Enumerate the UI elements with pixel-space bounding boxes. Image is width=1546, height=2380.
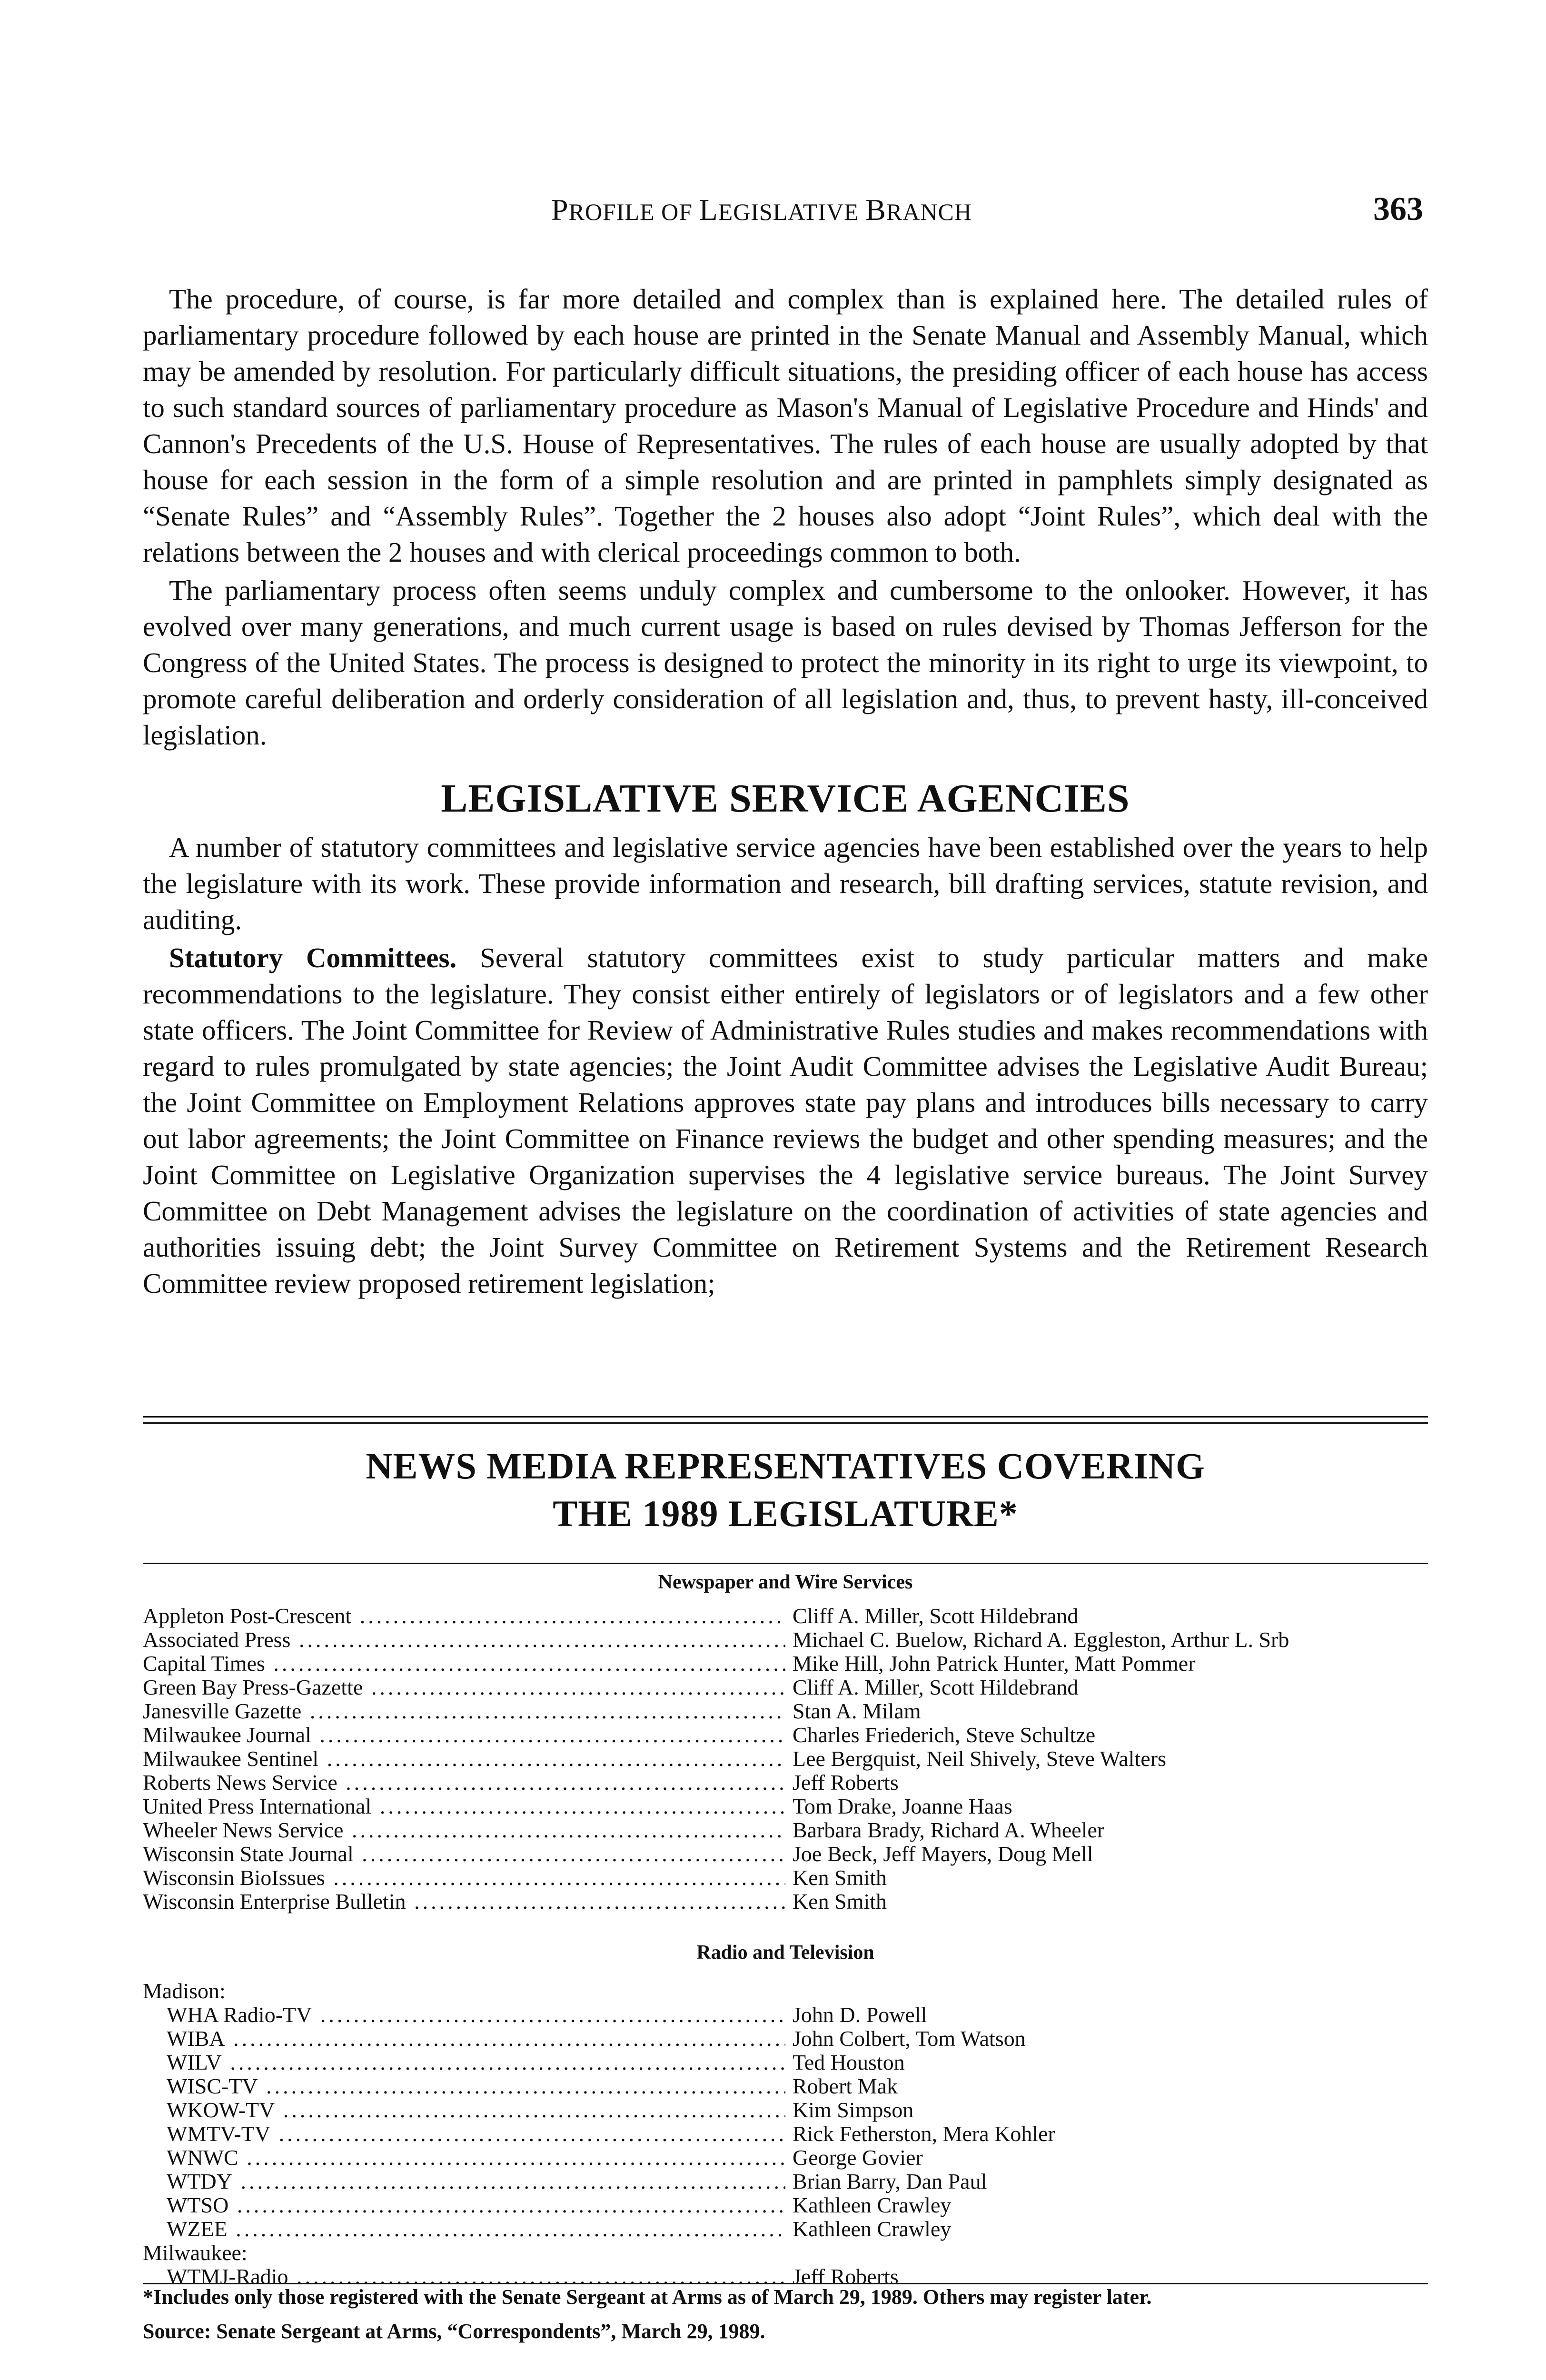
running-head-word: ROFILE OF [568,198,699,225]
reporter-names: Robert Mak [793,2074,898,2098]
listing-row [143,1795,1428,1818]
outlet-name: Janesville Gazette ..... [143,1699,785,1723]
listing-row [143,1747,1428,1771]
reporter-names: Stan A. Milam [793,1699,921,1723]
listing-row [143,1676,1428,1699]
listing-row [143,2217,1428,2241]
listing-row [143,2051,1428,2074]
reporter-names: Jeff Roberts [793,1770,899,1795]
table-top-rule [143,1563,1428,1564]
newspaper-list [143,1604,1428,1914]
reporter-names: Cliff A. Miller, Scott Hildebrand [793,1604,1079,1628]
listing-row [143,1866,1428,1890]
outlet-name: WILV ..... [167,2051,785,2074]
running-head-initial: B [865,193,886,227]
outlet-name: Wisconsin State Journal ..... [143,1842,785,1866]
table-bottom-rule [143,2283,1428,2284]
reporter-names: Brian Barry, Dan Paul [793,2169,987,2193]
section-heading: LEGISLATIVE SERVICE AGENCIES [441,776,1130,821]
reporter-names: Kathleen Crawley [793,2217,951,2241]
listing-row [143,1890,1428,1914]
reporter-names: Rick Fetherston, Mera Kohler [793,2122,1055,2146]
outlet-name: Capital Times ..... [143,1652,785,1676]
outlet-name: Milwaukee Sentinel ..... [143,1747,785,1771]
outlet-name: Wisconsin Enterprise Bulletin ..... [143,1890,785,1914]
reporter-names: John Colbert, Tom Watson [793,2026,1026,2051]
newspaper-heading: Newspaper and Wire Services [658,1571,913,1593]
reporter-names: Michael C. Buelow, Richard A. Eggleston, Arthur L. Srb [793,1627,1289,1652]
listing-row [143,1604,1428,1628]
body-text [143,281,1428,1301]
outlet-name: WISC-TV ..... [167,2074,785,2098]
outlet-name: WIBA ..... [167,2027,785,2051]
paragraph-agencies: A number of statutory committees and legislative service agencies have been established over the years to help the legislature with its work. These provide information and research, bill drafting services, statute revision, and auditing. [143,832,1428,935]
reporter-names: Jeff Roberts [793,2264,899,2289]
listing-row [143,2027,1428,2051]
city-group-label: Milwaukee: [143,2241,248,2265]
paragraph-statutory-committees [143,940,1428,1301]
paragraph-statutory-text: Several statutory committees exist to study particular matters and make recommendations to the legislature. They consist either entirely of legislators or of legislators and a few other state officers. The Joint Committee for Review of Administrative Rules studies and makes recommendations with regard to rules promulgated by state agencies; the Joint Audit Committee advises the Legislative Audit Bureau; the Joint Committee on Employment Relations approves state pay plans and introduces bills necessary to carry out labor agreements; the Joint Committee on Finance reviews the budget and other spending measures; and the Joint Committee on Legislative Organization supervises the 4 legislative service bureaus. The Joint Survey Committee on Debt Management advises the legislature on the coordination of activities of state agencies and authorities issuing debt; the Joint Survey Committee on Retirement Systems and the Retirement Research Committee review proposed retirement legislation; [143,942,1428,1299]
listing-row [143,2193,1428,2217]
listing-row [143,1723,1428,1747]
outlet-name: WNWC ..... [167,2146,785,2170]
listing-row [143,2122,1428,2146]
listing-row [143,1628,1428,1652]
outlet-name: WKOW-TV ..... [167,2098,785,2122]
reporter-names: Joe Beck, Jeff Mayers, Doug Mell [793,1842,1093,1866]
reporter-names: Ken Smith [793,1865,887,1890]
double-rule-divider [143,1416,1428,1424]
running-head-initial: L [699,193,718,227]
radio-list [143,1979,1428,2289]
outlet-name: WZEE ..... [167,2217,785,2241]
reporter-names: George Govier [793,2145,923,2170]
media-section-title [143,1442,1428,1537]
listing-row [143,1842,1428,1866]
outlet-name: Wisconsin BioIssues ..... [143,1866,785,1890]
media-title-line: THE 1989 LEGISLATURE* [553,1493,1018,1534]
outlet-name: Milwaukee Journal ..... [143,1723,785,1747]
outlet-name: Associated Press ..... [143,1628,785,1652]
reporter-names: Mike Hill, John Patrick Hunter, Matt Pommer [793,1651,1196,1676]
paragraph-lead: Statutory Committees. [169,942,457,973]
source-note: Source: Senate Sergeant at Arms, “Correspondents”, March 29, 1989. [143,2320,765,2343]
running-head-word: EGISLATIVE [718,198,866,225]
outlet-name: WTDY ..... [167,2170,785,2193]
outlet-name: Appleton Post-Crescent ..... [143,1604,785,1628]
reporter-names: John D. Powell [793,2003,927,2027]
reporter-names: Barbara Brady, Richard A. Wheeler [793,1818,1105,1842]
outlet-name: WMTV-TV ..... [167,2122,785,2146]
listing-row [143,1699,1428,1723]
reporter-names: Ted Houston [793,2050,905,2074]
reporter-names: Charles Friederich, Steve Schultze [793,1723,1096,1747]
reporter-names: Lee Bergquist, Neil Shively, Steve Walters [793,1746,1166,1771]
listing-row [143,2098,1428,2122]
running-head-initial: P [551,193,569,227]
listing-row [143,2074,1428,2098]
paragraph-parliamentary-process: The parliamentary process often seems unduly complex and cumbersome to the onlooker. However, it has evolved over many generations, and much current usage is based on rules devised by Thomas Jefferson for the Congress of the United States. The process is designed to protect the minority in its right to urge its viewpoint, to promote careful deliberation and orderly consideration of all legislation and, thus, to prevent hasty, ill-conceived legislation. [143,575,1428,751]
reporter-names: Kathleen Crawley [793,2193,951,2217]
outlet-name: WTMJ-Radio ..... [167,2265,785,2289]
listing-row [143,2170,1428,2193]
media-title-line: NEWS MEDIA REPRESENTATIVES COVERING [366,1445,1205,1487]
outlet-name: Wheeler News Service ..... [143,1818,785,1842]
listing-row [143,2003,1428,2027]
outlet-name: WTSO ..... [167,2193,785,2217]
radio-heading: Radio and Television [696,1942,874,1964]
city-group-row [143,1979,1428,2003]
running-head-word: RANCH [886,198,972,225]
city-group-row [143,2241,1428,2265]
listing-row [143,1771,1428,1795]
listing-row [143,2146,1428,2170]
listing-row [143,1652,1428,1676]
outlet-name: Green Bay Press-Gazette ..... [143,1676,785,1699]
city-group-label: Madison: [143,1979,226,2003]
reporter-names: Ken Smith [793,1889,887,1914]
reporter-names: Kim Simpson [793,2098,914,2122]
footnote: *Includes only those registered with the Senate Sergeant at Arms as of March 29, 1989. Others may register later. [143,2285,1152,2309]
running-head-title [143,192,1380,228]
reporter-names: Cliff A. Miller, Scott Hildebrand [793,1675,1079,1699]
outlet-name: United Press International ..... [143,1795,785,1818]
outlet-name: WHA Radio-TV ..... [167,2003,785,2027]
outlet-name: Roberts News Service ..... [143,1771,785,1795]
page-number: 363 [1373,191,1423,228]
reporter-names: Tom Drake, Joanne Haas [793,1794,1012,1818]
paragraph-procedure: The procedure, of course, is far more detailed and complex than is explained here. The detailed rules of parliamentary procedure followed by each house are printed in the Senate Manual and Assembly Manual, which may be amended by resolution. For particularly difficult situations, the presiding officer of each house has access to such standard sources of parliamentary procedure as Mason's Manual of Legislative Procedure and Hinds' and Cannon's Precedents of the U.S. House of Representatives. The rules of each house are usually adopted by that house for each session in the form of a simple resolution and are printed in pamphlets simply designated as “Senate Rules” and “Assembly Rules”. Together the 2 houses also adopt “Joint Rules”, which deal with the relations between the 2 houses and with clerical proceedings common to both. [143,283,1428,568]
running-header [143,190,1428,233]
listing-row [143,1818,1428,1842]
